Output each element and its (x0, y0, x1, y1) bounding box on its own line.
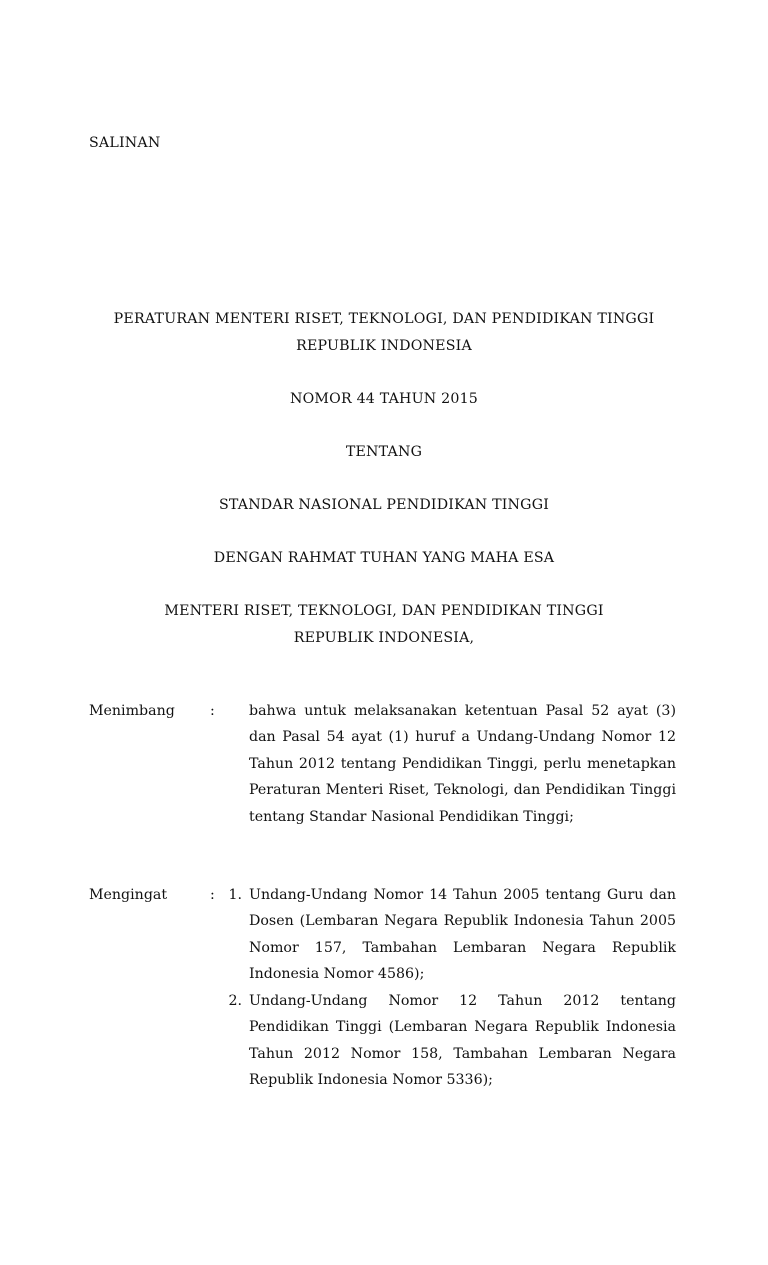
regulation-subject (0, 492, 768, 519)
subject-line: STANDAR NASIONAL PENDIDIKAN TINGGI (218, 497, 550, 513)
mengingat-label: Mengingat (89, 887, 168, 903)
mengingat-item-1-number: 1. (228, 887, 242, 903)
menimbang-label: Menimbang (89, 703, 175, 719)
about-line: TENTANG (345, 444, 423, 460)
mengingat-item-1-text: Undang-Undang Nomor 14 Tahun 2005 tentang Guru dan Dosen (Lembaran Negara Republik Indonesia Tahun 2005 Nomor 157, Tambahan Lembaran Negara Republik Indonesia Nomor 4586); (249, 887, 676, 983)
mengingat-item-2-text: Undang-Undang Nomor 12 Tahun 2012 tentang Pendidikan Tinggi (Lembaran Negara Republik Indonesia Tahun 2012 Nomor 158, Tambahan Lembaran Negara Republik Indonesia Nomor 5336); (249, 993, 676, 1089)
menimbang-colon: : (210, 703, 215, 719)
number-line: NOMOR 44 TAHUN 2015 (289, 391, 479, 407)
title-line-2: REPUBLIK INDONESIA (296, 337, 472, 354)
salinan-stamp: SALINAN (89, 135, 161, 151)
invocation (0, 545, 768, 572)
regulation-title (0, 306, 768, 359)
issuer-line-2: REPUBLIK INDONESIA, (293, 629, 475, 646)
issuer (0, 598, 768, 651)
mengingat-item-2-number: 2. (228, 993, 242, 1009)
mengingat-colon: : (210, 887, 215, 903)
about-heading (0, 439, 768, 466)
regulation-number (0, 386, 768, 413)
title-line-1: PERATURAN MENTERI RISET, TEKNOLOGI, DAN PENDIDIKAN TINGGI (113, 311, 655, 327)
invocation-line: DENGAN RAHMAT TUHAN YANG MAHA ESA (213, 550, 555, 566)
menimbang-text: bahwa untuk melaksanakan ketentuan Pasal 52 ayat (3) dan Pasal 54 ayat (1) huruf a Undang-Undang Nomor 12 Tahun 2012 tentang Pendidikan Tinggi, perlu menetapkan Peraturan Menteri Riset, Teknologi, dan Pendidikan Tinggi tentang Standar Nasional Pendidikan Tinggi; (249, 703, 676, 825)
issuer-line-1: MENTERI RISET, TEKNOLOGI, DAN PENDIDIKAN TINGGI (164, 603, 604, 619)
